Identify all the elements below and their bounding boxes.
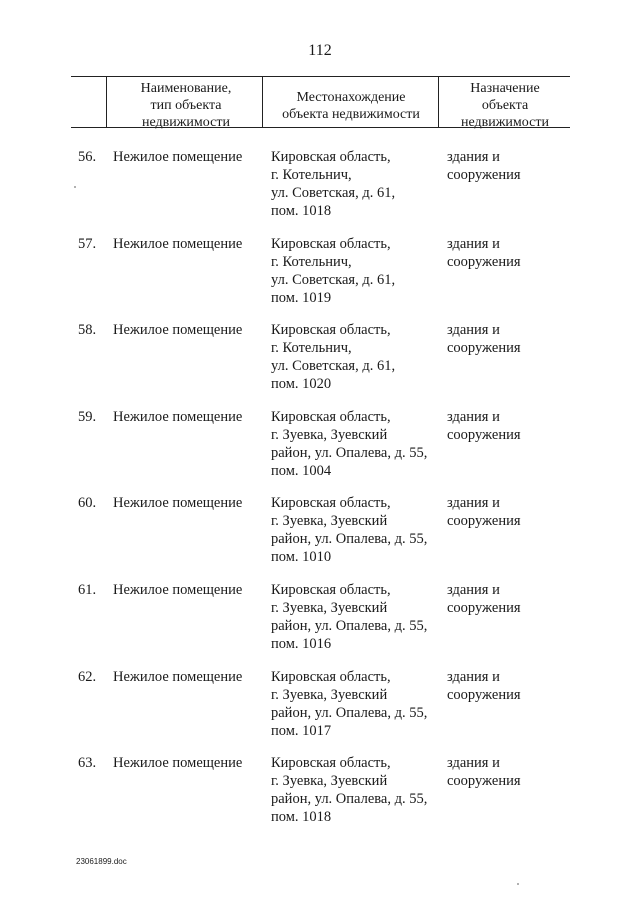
row-location-line: ул. Советская, д. 61, [271,272,396,288]
header-name-line: недвижимости [142,115,230,130]
row-object-name: Нежилое помещение [113,669,243,685]
row-location-line: пом. 1010 [271,549,332,565]
row-purpose-line: здания и [447,755,500,771]
row-location-line: пом. 1017 [271,723,332,739]
row-location-line: Кировская область, [271,409,391,425]
row-location [271,668,439,740]
header-purpose-line: объекта [481,98,529,113]
table-header-bottom-rule [71,127,570,128]
row-location-line: пом. 1004 [271,463,332,479]
row-purpose-line: здания и [447,495,500,511]
row-purpose-line: здания и [447,149,500,165]
row-purpose [447,235,567,271]
row-purpose-line: сооружения [447,600,521,616]
row-object-name: Нежилое помещение [113,236,243,252]
column-separator [106,76,107,127]
row-location [271,754,439,826]
row-location-line: ул. Советская, д. 61, [271,358,396,374]
row-location-line: г. Котельнич, [271,167,352,183]
row-purpose-line: здания и [447,236,500,252]
row-purpose-line: сооружения [447,513,521,529]
table-row [0,754,640,840]
row-location-line: пом. 1019 [271,290,332,306]
row-location [271,321,439,393]
row-purpose [447,581,567,617]
header-purpose-line: Назначение [470,81,540,96]
row-location [271,235,439,307]
row-purpose [447,408,567,444]
footer-filename: 23061899.doc [76,857,127,866]
row-object-name: Нежилое помещение [113,495,243,511]
row-number: 61. [78,582,97,598]
header-location-line: Местонахождение [296,90,406,105]
row-location-line: г. Зуевка, Зуевский [271,427,388,443]
row-object-name: Нежилое помещение [113,322,243,338]
row-purpose [447,494,567,530]
row-purpose-line: сооружения [447,254,521,270]
row-purpose-line: здания и [447,669,500,685]
row-number: 58. [78,322,97,338]
row-number: 57. [78,236,97,252]
row-object-name: Нежилое помещение [113,582,243,598]
header-name-line: Наименование, [140,81,232,96]
row-location-line: Кировская область, [271,755,391,771]
column-separator [262,76,263,127]
row-location [271,581,439,653]
row-location-line: район, ул. Опалева, д. 55, [271,791,428,807]
header-name [112,80,260,131]
row-purpose-line: здания и [447,409,500,425]
table-row [0,581,640,667]
row-location-line: пом. 1020 [271,376,332,392]
scan-speck [74,186,76,188]
table-row [0,321,640,407]
row-location-line: район, ул. Опалева, д. 55, [271,531,428,547]
column-separator [438,76,439,127]
row-location-line: пом. 1018 [271,809,332,825]
table-row [0,494,640,580]
header-location-line: объекта недвижимости [282,107,420,122]
table-row [0,148,640,234]
header-name-line: тип объекта [150,98,222,113]
row-location-line: ул. Советская, д. 61, [271,185,396,201]
row-number: 59. [78,409,97,425]
header-location [266,89,436,123]
row-location-line: г. Котельнич, [271,254,352,270]
table-row [0,408,640,494]
row-object-name: Нежилое помещение [113,409,243,425]
header-purpose-line: недвижимости [461,115,549,130]
row-location-line: Кировская область, [271,236,391,252]
row-object-name: Нежилое помещение [113,149,243,165]
row-location-line: Кировская область, [271,495,391,511]
row-purpose [447,148,567,184]
row-purpose-line: здания и [447,322,500,338]
row-location-line: Кировская область, [271,669,391,685]
row-purpose [447,668,567,704]
row-location [271,148,439,220]
row-purpose [447,321,567,357]
row-location [271,408,439,480]
row-location-line: район, ул. Опалева, д. 55, [271,618,428,634]
row-location-line: г. Зуевка, Зуевский [271,687,388,703]
row-object-name: Нежилое помещение [113,755,243,771]
header-purpose [442,80,568,131]
row-location-line: г. Зуевка, Зуевский [271,600,388,616]
row-purpose-line: сооружения [447,773,521,789]
row-location-line: Кировская область, [271,582,391,598]
row-number: 56. [78,149,97,165]
row-purpose-line: сооружения [447,687,521,703]
scan-speck [517,883,519,885]
row-location-line: пом. 1016 [271,636,332,652]
row-location-line: г. Зуевка, Зуевский [271,773,388,789]
table-row [0,235,640,321]
row-location-line: г. Зуевка, Зуевский [271,513,388,529]
row-number: 63. [78,755,97,771]
row-location [271,494,439,566]
row-purpose-line: сооружения [447,340,521,356]
row-location-line: район, ул. Опалева, д. 55, [271,705,428,721]
page-number: 112 [308,42,332,59]
row-purpose-line: здания и [447,582,500,598]
row-location-line: Кировская область, [271,322,391,338]
row-number: 62. [78,669,97,685]
row-location-line: Кировская область, [271,149,391,165]
row-purpose [447,754,567,790]
row-location-line: г. Котельнич, [271,340,352,356]
row-purpose-line: сооружения [447,167,521,183]
row-location-line: район, ул. Опалева, д. 55, [271,445,428,461]
table-row [0,668,640,754]
row-location-line: пом. 1018 [271,203,332,219]
table-header-top-rule [71,76,570,77]
row-number: 60. [78,495,97,511]
row-purpose-line: сооружения [447,427,521,443]
